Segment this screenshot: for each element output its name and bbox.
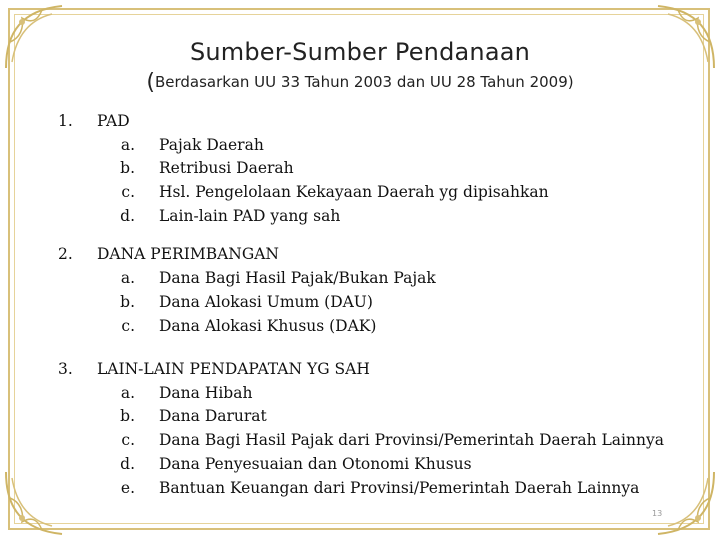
list-item: Dana Darurat (159, 407, 267, 425)
item-letter: c. (121, 317, 135, 335)
subtitle-text: Berdasarkan UU 33 Tahun 2003 dan UU 28 Tahun 2009) (154, 73, 574, 91)
section-heading: LAIN-LAIN PENDAPATAN YG SAH (97, 360, 370, 378)
item-letter: a. (120, 384, 135, 402)
list-item: Bantuan Keuangan dari Provinsi/Pemerintah Daerah Lainnya (159, 479, 640, 497)
item-letter: b. (120, 407, 135, 425)
list-item: Dana Penyesuaian dan Otonomi Khusus (159, 455, 472, 473)
item-letter: c. (121, 431, 135, 449)
subtitle-open-paren: ( (146, 70, 155, 95)
list-item: Hsl. Pengelolaan Kekayaan Daerah yg dipisahkan (159, 183, 549, 201)
page-number: 13 (652, 509, 663, 518)
list-item: Dana Hibah (159, 384, 253, 402)
item-letter: c. (121, 183, 135, 201)
item-letter: d. (120, 207, 135, 225)
slide-title: Sumber-Sumber Pendanaan (189, 38, 531, 66)
item-letter: b. (120, 293, 135, 311)
ornament-corner-icon (648, 468, 718, 538)
item-letter: a. (120, 269, 135, 287)
list-item: Dana Alokasi Khusus (DAK) (159, 317, 377, 335)
list-item: Pajak Daerah (159, 136, 264, 154)
item-letter: d. (120, 455, 135, 473)
list-item: Dana Bagi Hasil Pajak/Bukan Pajak (159, 269, 436, 287)
item-letter: e. (120, 479, 135, 497)
list-item: Retribusi Daerah (159, 159, 294, 177)
section-number: 3. (58, 360, 73, 378)
list-item: Dana Alokasi Umum (DAU) (159, 293, 373, 311)
section-number: 2. (58, 245, 73, 263)
slide-subtitle (0, 70, 720, 95)
section-number: 1. (58, 112, 73, 130)
ornament-corner-icon (2, 468, 72, 538)
list-item: Lain-lain PAD yang sah (159, 207, 341, 225)
section-heading: DANA PERIMBANGAN (97, 245, 279, 263)
list-item: Dana Bagi Hasil Pajak dari Provinsi/Pemerintah Daerah Lainnya (159, 431, 664, 449)
item-letter: b. (120, 159, 135, 177)
section-heading: PAD (97, 112, 130, 130)
item-letter: a. (120, 136, 135, 154)
